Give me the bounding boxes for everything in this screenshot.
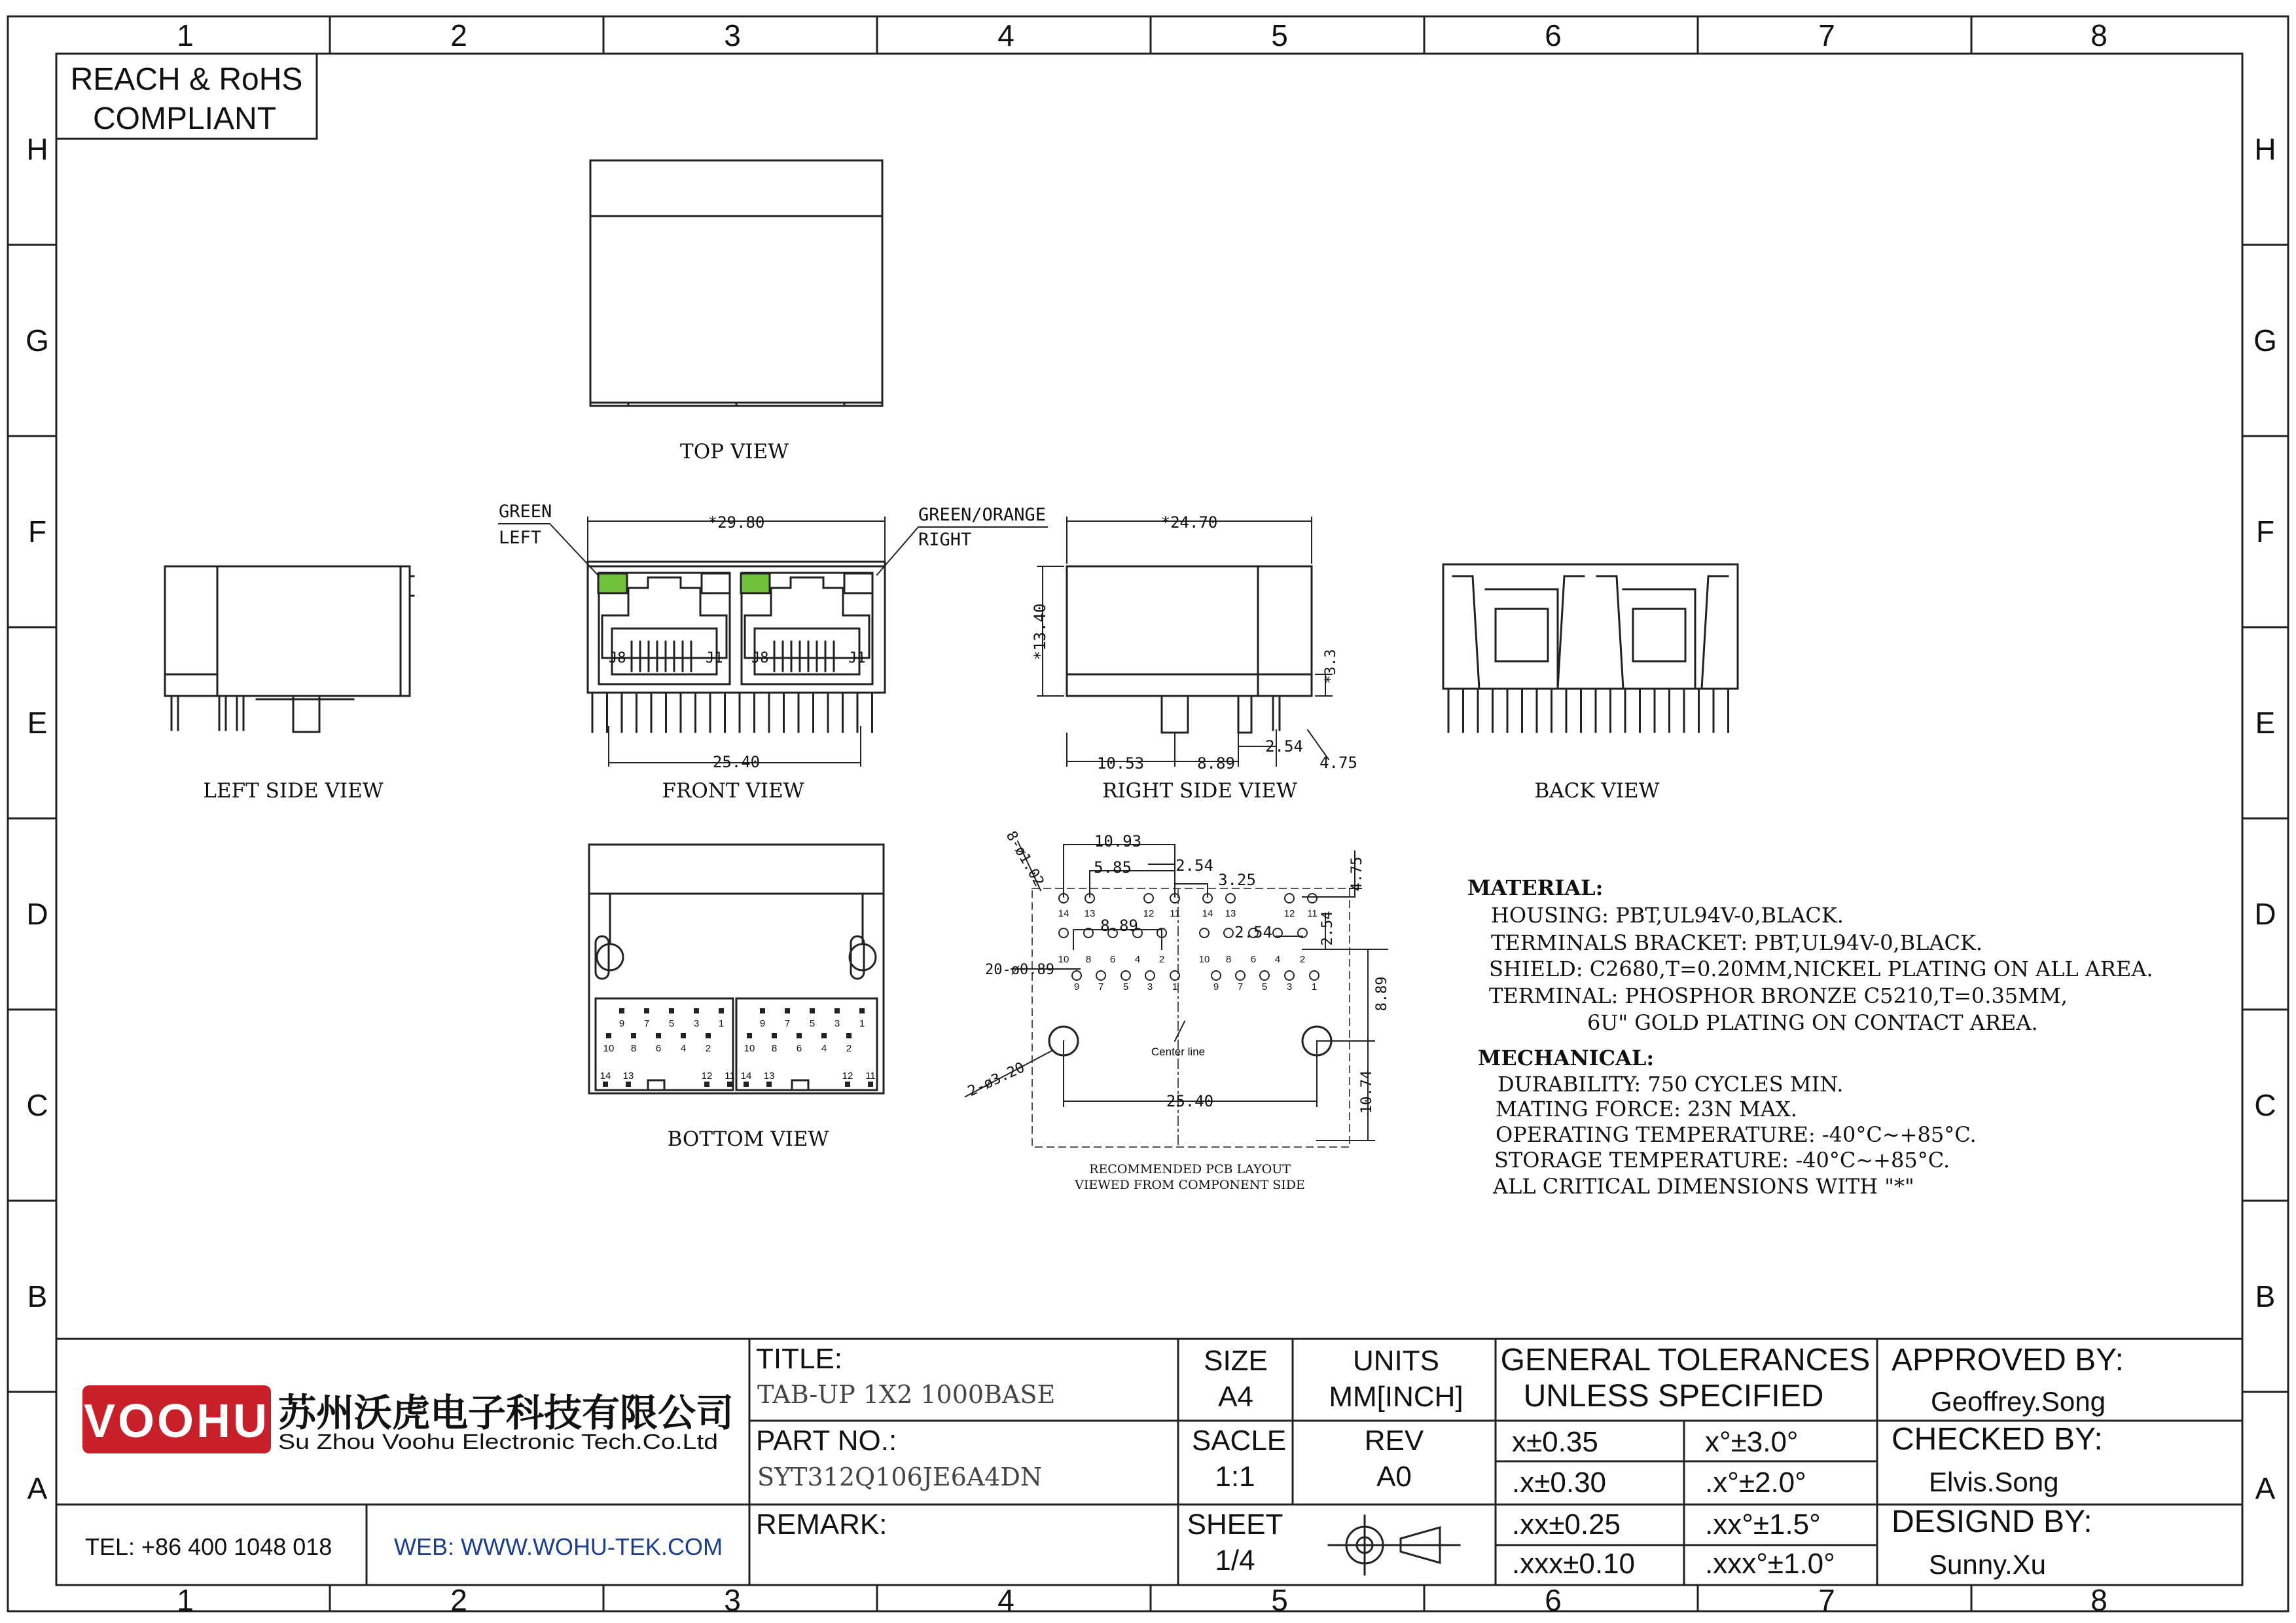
zone-row-label: C — [2254, 1088, 2276, 1122]
pcb-d-2-54-top: 2.54 — [1175, 856, 1213, 875]
design-value: Sunny.Xu — [1929, 1549, 2047, 1580]
pcb-pin-number: 5 — [1261, 981, 1268, 993]
pcb-d-3-25: 3.25 — [1218, 871, 1256, 889]
size-value: A4 — [1218, 1381, 1253, 1413]
zone-column-label: 3 — [724, 1583, 741, 1617]
mechanical-line: STORAGE TEMPERATURE: -40°C~+85°C. — [1494, 1148, 1950, 1173]
bottom-pin-number: 7 — [784, 1018, 791, 1029]
led-right-color-label: GREEN/ORANGE — [918, 505, 1047, 525]
left-side-view-title: LEFT SIDE VIEW — [203, 779, 384, 803]
bottom-pin-number: 10 — [603, 1043, 615, 1054]
pin-pad — [626, 1082, 631, 1087]
front-view — [499, 501, 1047, 771]
pcb-d-2-54-side: 2.54 — [1319, 911, 1336, 946]
bottom-pin-number: 2 — [846, 1043, 852, 1054]
pin-pad — [760, 1008, 765, 1013]
left-side-view — [165, 566, 414, 732]
right-side-view — [1031, 513, 1357, 773]
pcb-pin-number: 4 — [1274, 954, 1281, 965]
pcb-d-8-89-inner: 8.89 — [1100, 917, 1138, 935]
zone-column-label: 7 — [1818, 18, 1835, 52]
bottom-pin-number: 12 — [701, 1070, 713, 1082]
right-height-dim: *13.40 — [1031, 603, 1049, 661]
pcb-pin-number: 9 — [1213, 981, 1219, 993]
mechanical-line: DURABILITY: 750 CYCLES MIN. — [1498, 1072, 1844, 1097]
pcb-pin-number: 5 — [1122, 981, 1129, 993]
company-name-cn: 苏州沃虎电子科技有限公司 — [278, 1392, 734, 1434]
pcb-pin-number: 11 — [1170, 908, 1180, 919]
front-view-title: FRONT VIEW — [662, 779, 804, 803]
pcb-hole — [1310, 971, 1319, 980]
pcb-d-10-93: 10.93 — [1094, 832, 1142, 850]
zone-row-label: A — [27, 1471, 48, 1506]
zone-row-label: F — [27, 515, 47, 549]
pin-pad — [656, 1033, 661, 1038]
bottom-pin-number: 11 — [865, 1070, 876, 1082]
mechanical-line: OPERATING TEMPERATURE: -40°C~+85°C. — [1496, 1122, 1977, 1147]
pcb-pin-number: 7 — [1237, 981, 1244, 993]
pin-pad — [744, 1082, 749, 1087]
pcb-d-10-74: 10.74 — [1359, 1070, 1375, 1114]
pcb-hole — [1059, 928, 1068, 938]
pcb-hole — [1200, 928, 1209, 938]
zone-row-label: G — [2253, 323, 2277, 357]
tolerance-heading-1: GENERAL TOLERANCES — [1500, 1343, 1871, 1377]
mechanical-line: MATING FORCE: 23N MAX. — [1496, 1097, 1797, 1122]
pcb-hole — [1260, 971, 1269, 980]
bottom-pin-number: 1 — [859, 1018, 865, 1029]
checked-label: CHECKED BY: — [1892, 1422, 2103, 1457]
pin-pad — [834, 1008, 840, 1013]
pcb-pin-number: 10 — [1058, 954, 1069, 965]
bottom-pin-number: 6 — [796, 1043, 802, 1054]
pcb-hole-8: 8-ø1.02 — [1002, 828, 1047, 890]
top-view — [590, 160, 882, 406]
zone-column-label: 7 — [1818, 1583, 1835, 1617]
bottom-pin-number: 14 — [740, 1070, 752, 1082]
right-dim-4-75: 4.75 — [1319, 754, 1357, 772]
bottom-view-title: BOTTOM VIEW — [667, 1127, 829, 1151]
sheet-label: SHEET — [1187, 1508, 1283, 1541]
pcb-hole — [1072, 971, 1081, 980]
bottom-pin-number: 1 — [718, 1018, 725, 1029]
bottom-pin-number: 9 — [619, 1018, 625, 1029]
front-pitch-dim: 25.40 — [712, 753, 761, 771]
pcb-pin-number: 1 — [1172, 981, 1178, 993]
mechanical-line: ALL CRITICAL DIMENSIONS WITH "*" — [1493, 1174, 1914, 1199]
pin-pad — [821, 1033, 827, 1038]
pin-pad — [845, 1082, 850, 1087]
material-line: TERMINALS BRACKET: PBT,UL94V-0,BLACK. — [1491, 930, 1983, 955]
pcb-pin-number: 9 — [1073, 981, 1080, 993]
zone-row-label: G — [26, 323, 49, 357]
units-label: UNITS — [1353, 1345, 1439, 1377]
zone-row-label: F — [2255, 515, 2275, 549]
pin-pad — [631, 1033, 636, 1038]
zone-row-label: C — [26, 1088, 48, 1122]
zone-row-label: H — [2254, 132, 2276, 166]
pcb-layout — [965, 828, 1390, 1192]
pin-pad — [868, 1082, 873, 1087]
back-view — [1443, 564, 1738, 689]
notes — [1467, 875, 2153, 1199]
pcb-hole — [1144, 894, 1153, 903]
zone-column-label: 6 — [1545, 1583, 1562, 1617]
pcb-pin-number: 13 — [1084, 908, 1096, 919]
pcb-hole — [1224, 928, 1233, 938]
pin-pad — [719, 1008, 724, 1013]
pin-pad — [747, 1033, 752, 1038]
scale-label: SACLE — [1191, 1425, 1287, 1457]
rev-value: A0 — [1376, 1461, 1412, 1493]
pin-pad — [785, 1008, 790, 1013]
right-dim-2-54: 2.54 — [1265, 737, 1303, 756]
right-dim-10-53: 10.53 — [1096, 754, 1145, 773]
bottom-pin-number: 8 — [771, 1043, 778, 1054]
pcb-pin-number: 3 — [1286, 981, 1293, 993]
compliance-box — [56, 54, 317, 139]
compliance-line1: REACH & RoHS — [70, 62, 303, 97]
pcb-pin-number: 14 — [1202, 908, 1213, 919]
pin-pad — [810, 1008, 815, 1013]
pcb-d-8-89-side: 8.89 — [1374, 976, 1390, 1012]
scale-value: 1:1 — [1215, 1461, 1255, 1493]
material-line: 6U" GOLD PLATING ON CONTACT AREA. — [1587, 1010, 2038, 1035]
approved-label: APPROVED BY: — [1892, 1343, 2124, 1377]
pcb-pin-number: 2 — [1299, 954, 1306, 965]
zone-column-label: 8 — [2090, 1583, 2108, 1617]
design-label: DESIGND BY: — [1892, 1504, 2092, 1539]
mechanical-heading: MECHANICAL: — [1478, 1046, 1655, 1070]
bottom-pin-number: 7 — [643, 1018, 650, 1029]
approved-value: Geoffrey.Song — [1931, 1386, 2106, 1417]
material-line: HOUSING: PBT,UL94V-0,BLACK. — [1491, 903, 1844, 928]
pcb-pin-number: 14 — [1058, 908, 1069, 919]
bottom-pin-number: 5 — [668, 1018, 675, 1029]
pcb-hole — [1226, 894, 1235, 903]
pin-pad — [727, 1082, 732, 1087]
pin-pad — [619, 1008, 624, 1013]
pcb-pin-number: 8 — [1085, 954, 1092, 965]
pcb-d-5-85: 5.85 — [1094, 858, 1132, 877]
right-side-view-title: RIGHT SIDE VIEW — [1102, 779, 1297, 803]
zone-row-label: E — [27, 706, 48, 740]
tolerance-linear: .xx±0.25 — [1512, 1508, 1621, 1541]
remark-label: REMARK: — [756, 1508, 888, 1541]
tolerance-linear: .x±0.30 — [1512, 1467, 1607, 1499]
zone-row-label: H — [26, 132, 48, 166]
front-width-dim: *29.80 — [708, 513, 765, 532]
bottom-pin-number: 3 — [834, 1018, 840, 1029]
tolerance-angular: x°±3.0° — [1705, 1426, 1799, 1458]
pin-pad — [606, 1033, 611, 1038]
pcb-d-4-75: 4.75 — [1349, 856, 1365, 892]
part-label: PART NO.: — [756, 1425, 897, 1457]
pin-pad — [797, 1033, 802, 1038]
zone-row-label: D — [26, 897, 48, 931]
zone-column-label: 5 — [1271, 18, 1288, 52]
bottom-pin-number: 10 — [744, 1043, 755, 1054]
pin-pad — [681, 1033, 686, 1038]
pcb-hole-20: 20-ø0.89 — [985, 962, 1054, 978]
pcb-pin-number: 11 — [1307, 908, 1318, 919]
pcb-pin-number: 6 — [1109, 954, 1116, 965]
bottom-pin-number: 12 — [842, 1070, 853, 1082]
bottom-pin-number: 4 — [821, 1043, 827, 1054]
material-line: SHIELD: C2680,T=0.20MM,NICKEL PLATING ON ALL AREA. — [1489, 957, 2153, 981]
pcb-pin-number: 12 — [1143, 908, 1155, 919]
web: WEB: WWW.WOHU-TEK.COM — [394, 1533, 723, 1560]
zone-row-label: B — [2255, 1279, 2276, 1313]
zone-column-label: 5 — [1271, 1583, 1288, 1617]
led-left-side-label: LEFT — [499, 528, 542, 548]
tolerance-angular: .xxx°±1.0° — [1705, 1548, 1835, 1580]
pin-pad — [704, 1082, 709, 1087]
pcb-hole — [1121, 971, 1130, 980]
tolerance-heading-2: UNLESS SPECIFIED — [1523, 1379, 1824, 1413]
material-heading: MATERIAL: — [1467, 875, 1604, 900]
compliance-line2: COMPLIANT — [92, 101, 277, 136]
size-label: SIZE — [1204, 1345, 1268, 1377]
pcb-center-line: Center line — [1151, 1046, 1206, 1058]
pcb-pin-number: 3 — [1147, 981, 1153, 993]
pin-pad — [859, 1008, 865, 1013]
bottom-pin-number: 3 — [693, 1018, 700, 1029]
pcb-hole — [1170, 971, 1179, 980]
tolerance-angular: .x°±2.0° — [1705, 1467, 1806, 1499]
pcb-pin-number: 13 — [1225, 908, 1236, 919]
zone-column-label: 6 — [1545, 18, 1562, 52]
material-line: TERMINAL: PHOSPHOR BRONZE C5210,T=0.35MM, — [1489, 983, 2068, 1008]
projection-symbol-icon — [1329, 1516, 1460, 1575]
bottom-view — [589, 845, 884, 1093]
pin-pad — [669, 1008, 674, 1013]
led-left-color-label: GREEN — [499, 501, 552, 522]
right-depth-dim: *24.70 — [1160, 513, 1218, 532]
right-dim-8-89: 8.89 — [1197, 754, 1235, 773]
pcb-hole — [1285, 894, 1294, 903]
zone-row-label: E — [2255, 706, 2276, 740]
pin-pad — [772, 1033, 777, 1038]
bottom-pin-number: 6 — [655, 1043, 662, 1054]
bottom-pin-number: 14 — [600, 1070, 611, 1082]
zone-row-label: A — [2255, 1471, 2276, 1506]
pcb-d-2-54-mid: 2.54 — [1234, 923, 1272, 941]
tolerance-linear: x±0.35 — [1512, 1426, 1598, 1458]
bottom-pin-number: 8 — [630, 1043, 637, 1054]
zone-column-label: 8 — [2090, 18, 2108, 52]
checked-value: Elvis.Song — [1929, 1467, 2059, 1497]
pin-pad — [766, 1082, 772, 1087]
pin-pad — [603, 1082, 608, 1087]
front-pin-j8-right: J8 — [751, 650, 769, 666]
pcb-pin-number: 10 — [1198, 954, 1210, 965]
pin-pad — [846, 1033, 852, 1038]
bottom-pin-number: 4 — [680, 1043, 687, 1054]
front-pin-j1-left: J1 — [706, 650, 723, 666]
zone-column-label: 1 — [177, 18, 194, 52]
pin-pad — [694, 1008, 699, 1013]
front-pin-j8-left: J8 — [609, 650, 626, 666]
pcb-pin-number: 6 — [1250, 954, 1257, 965]
tolerance-angular: .xx°±1.5° — [1705, 1508, 1821, 1541]
bottom-pin-number: 11 — [725, 1070, 735, 1082]
zone-column-label: 4 — [997, 1583, 1014, 1617]
pcb-caption-2: VIEWED FROM COMPONENT SIDE — [1075, 1178, 1305, 1192]
right-dim-3-3: *3.3 — [1323, 649, 1339, 684]
pcb-hole — [1236, 971, 1245, 980]
bottom-pin-number: 13 — [763, 1070, 775, 1082]
zone-column-label: 1 — [177, 1583, 194, 1617]
led-right-green — [741, 574, 770, 593]
pcb-hole-2: 2-ø3.20 — [965, 1059, 1028, 1101]
tolerance-linear: .xxx±0.10 — [1512, 1548, 1636, 1580]
pcb-hole — [1211, 971, 1221, 980]
title-label: TITLE: — [756, 1343, 843, 1375]
pcb-hole — [1285, 971, 1294, 980]
pin-pad — [644, 1008, 649, 1013]
bottom-pin-number: 5 — [809, 1018, 816, 1029]
top-view-title: TOP VIEW — [680, 440, 789, 464]
pcb-d-25-40: 25.40 — [1166, 1092, 1214, 1110]
led-right-side-label: RIGHT — [918, 530, 972, 550]
pcb-pin-number: 1 — [1311, 981, 1318, 993]
pcb-hole — [1308, 894, 1317, 903]
pcb-pin-number: 7 — [1098, 981, 1104, 993]
bottom-pin-number: 9 — [759, 1018, 766, 1029]
rev-label: REV — [1364, 1425, 1424, 1457]
zone-column-label: 4 — [997, 18, 1014, 52]
sheet-value: 1/4 — [1215, 1544, 1255, 1577]
back-view-pins — [1448, 689, 1729, 732]
bottom-pin-number: 2 — [705, 1043, 711, 1054]
pcb-hole — [1096, 971, 1105, 980]
pcb-pin-number: 8 — [1225, 954, 1232, 965]
units-value: MM[INCH] — [1329, 1381, 1463, 1413]
pcb-caption-1: RECOMMENDED PCB LAYOUT — [1089, 1162, 1291, 1176]
bottom-pin-number: 13 — [622, 1070, 634, 1082]
company-name-en: Su Zhou Voohu Electronic Tech.Co.Ltd — [278, 1430, 718, 1453]
zone-row-label: D — [2254, 897, 2276, 931]
title-value: TAB-UP 1X2 1000BASE — [757, 1380, 1056, 1409]
zone-row-label: B — [27, 1279, 48, 1313]
pcb-pin-number: 12 — [1283, 908, 1295, 919]
pcb-pin-number: 4 — [1134, 954, 1141, 965]
logo-text: VOOHU — [83, 1395, 270, 1448]
front-pin-j1-right: J1 — [848, 650, 866, 666]
zone-column-label: 3 — [724, 18, 741, 52]
pcb-hole — [1145, 971, 1155, 980]
zone-column-label: 2 — [450, 1583, 467, 1617]
title-block — [56, 1339, 2242, 1585]
part-number: SYT312Q106JE6A4DN — [757, 1463, 1043, 1491]
pcb-pin-number: 2 — [1158, 954, 1165, 965]
pin-pad — [706, 1033, 711, 1038]
back-view-title: BACK VIEW — [1534, 779, 1660, 803]
led-left-green — [598, 574, 627, 593]
zone-column-label: 2 — [450, 18, 467, 52]
tel: TEL: +86 400 1048 018 — [85, 1533, 332, 1560]
